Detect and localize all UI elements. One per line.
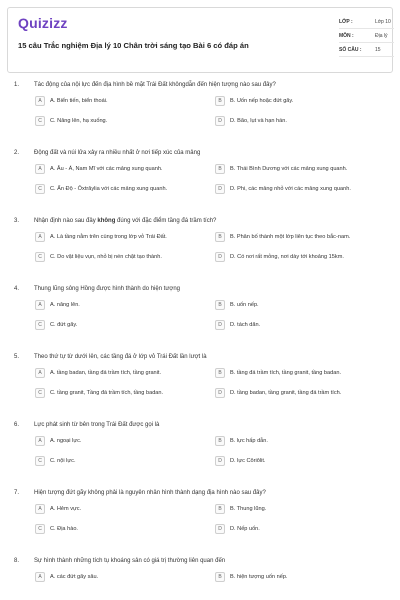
question-text: Tác động của nội lực đến địa hình bề mặt Trái Đất khôngdẫn đến hiện tượng nào sau đây?: [34, 82, 276, 88]
option-text: A. Hẻm vực.: [50, 506, 82, 512]
option-letter: B: [215, 232, 225, 242]
option-letter: C: [35, 184, 45, 194]
option-letter: C: [35, 388, 45, 398]
meta-value: 15: [375, 46, 381, 53]
option-text: A. nâng lên.: [50, 302, 80, 308]
option-text: D. Có nơi rất mỏng, nơi dày tới khoảng 15km.: [230, 254, 344, 260]
question-number: 1.: [14, 82, 20, 88]
option-letter: C: [35, 320, 45, 330]
option-b[interactable]: [214, 366, 380, 380]
option-a[interactable]: [34, 230, 200, 244]
question-text: Lực phát sinh từ bên trong Trái Đất được gọi là: [34, 422, 160, 428]
option-letter: B: [215, 300, 225, 310]
option-c[interactable]: [34, 318, 200, 332]
option-text: D. tầng badan, tầng granit, tầng đá trầm tích.: [230, 390, 342, 396]
option-text: C. đứt gãy.: [50, 322, 78, 328]
option-letter: C: [35, 252, 45, 262]
option-c[interactable]: [34, 182, 200, 196]
option-c[interactable]: [34, 250, 200, 264]
option-text: C. nội lực.: [50, 458, 76, 464]
option-text: A. Âu - Á, Nam Mĩ với các mảng xung quanh.: [50, 166, 163, 172]
meta-label: SỐ CÂU :: [339, 46, 362, 53]
option-b[interactable]: [214, 162, 380, 176]
question-number: 5.: [14, 354, 20, 360]
option-text: C. Ấn Độ - Ôxtrâylia với các mảng xung quanh.: [50, 186, 168, 192]
question-number: 4.: [14, 286, 20, 292]
question-number: 3.: [14, 218, 20, 224]
option-text: B. Thung lũng.: [230, 506, 267, 512]
option-b[interactable]: [214, 230, 380, 244]
worksheet-header: [7, 7, 393, 73]
option-letter: A: [35, 232, 45, 242]
option-text: B. tầng đá trầm tích, tầng granit, tầng badan.: [230, 370, 342, 376]
option-b[interactable]: [214, 434, 380, 448]
option-a[interactable]: [34, 502, 200, 516]
question-text: Hiện tượng đứt gãy không phải là nguyên nhân hình thành dạng địa hình nào sau đây?: [34, 490, 266, 496]
option-text: D. Phi, các mảng nhỏ với các mảng xung quanh.: [230, 186, 351, 192]
option-c[interactable]: [34, 114, 200, 128]
option-d[interactable]: [214, 386, 380, 400]
option-d[interactable]: [214, 182, 380, 196]
option-text: D. Nếp uốn.: [230, 526, 260, 532]
question-number: 7.: [14, 490, 20, 496]
option-letter: D: [215, 524, 225, 534]
question-text-part: Nhận định nào sau đây: [34, 218, 98, 224]
meta-panel: [339, 15, 394, 57]
page-title: 15 câu Trắc nghiệm Địa lý 10 Chân trời sáng tạo Bài 6 có đáp án: [18, 41, 249, 50]
option-letter: D: [215, 320, 225, 330]
option-text: C. Nâng lên, hạ xuống.: [50, 118, 108, 124]
option-d[interactable]: [214, 318, 380, 332]
option-letter: B: [215, 96, 225, 106]
option-text: A. Biển tiến, biển thoái.: [50, 98, 108, 104]
question-text: Sự hình thành những tích tụ khoáng sản có giá trị thường liên quan đến: [34, 558, 226, 564]
question-text: [34, 218, 384, 224]
option-text: A. ngoại lực.: [50, 438, 82, 444]
option-letter: A: [35, 504, 45, 514]
option-text: A. Là tầng nằm trên cùng trong lớp vỏ Trái Đất.: [50, 234, 167, 240]
question-number: 6.: [14, 422, 20, 428]
option-b[interactable]: [214, 298, 380, 312]
option-letter: A: [35, 96, 45, 106]
option-a[interactable]: [34, 434, 200, 448]
option-text: B. uốn nếp.: [230, 302, 259, 308]
meta-row-class: [339, 15, 394, 29]
meta-label: LỚP :: [339, 18, 353, 25]
option-letter: B: [215, 436, 225, 446]
option-a[interactable]: [34, 94, 200, 108]
question-number: 8.: [14, 558, 20, 564]
option-d[interactable]: [214, 522, 380, 536]
option-letter: C: [35, 524, 45, 534]
question-text-emphasis: không: [97, 218, 116, 224]
option-c[interactable]: [34, 386, 200, 400]
meta-label: MÔN :: [339, 32, 354, 39]
option-text: B. lực hấp dẫn.: [230, 438, 268, 444]
option-d[interactable]: [214, 454, 380, 468]
option-b[interactable]: [214, 94, 380, 108]
question-text: Theo thứ tự từ dưới lên, các tầng đá ở lớp vỏ Trái Đất lần lượt là: [34, 354, 207, 360]
option-text: D. lực Côriôlit.: [230, 458, 266, 464]
option-letter: D: [215, 116, 225, 126]
option-letter: A: [35, 436, 45, 446]
option-letter: A: [35, 300, 45, 310]
option-letter: D: [215, 184, 225, 194]
option-letter: B: [215, 572, 225, 582]
option-letter: A: [35, 572, 45, 582]
option-letter: C: [35, 116, 45, 126]
option-letter: B: [215, 368, 225, 378]
option-b[interactable]: [214, 502, 380, 516]
question-text: Thung lũng sông Hồng được hình thành do hiện tượng: [34, 286, 181, 292]
option-text: D. Bão, lụt và hạn hán.: [230, 118, 287, 124]
quizizz-logo: Quizizz: [18, 15, 68, 31]
question-text: Động đất và núi lửa xảy ra nhiều nhất ở nơi tiếp xúc của mảng: [34, 150, 201, 156]
meta-value: Lớp 10: [375, 18, 391, 25]
option-letter: B: [215, 504, 225, 514]
option-letter: A: [35, 368, 45, 378]
option-text: B. Uốn nếp hoặc đứt gãy.: [230, 98, 294, 104]
option-d[interactable]: [214, 114, 380, 128]
option-text: C. Do vật liệu vụn, nhỏ bị nén chặt tạo thành.: [50, 254, 162, 260]
option-b[interactable]: [214, 570, 380, 584]
option-text: C. Địa hào.: [50, 526, 78, 532]
option-d[interactable]: [214, 250, 380, 264]
question-text-part: đúng với đặc điểm tầng đá trầm tích?: [115, 218, 217, 224]
option-letter: D: [215, 456, 225, 466]
question-number: 2.: [14, 150, 20, 156]
option-text: B. hiện tượng uốn nếp.: [230, 574, 288, 580]
option-text: B. Thái Bình Dương với các mảng xung quanh.: [230, 166, 348, 172]
option-letter: C: [35, 456, 45, 466]
option-a[interactable]: [34, 570, 200, 584]
option-a[interactable]: [34, 162, 200, 176]
option-a[interactable]: [34, 366, 200, 380]
option-text: D. tách dãn.: [230, 322, 261, 328]
meta-value: Địa lý: [375, 32, 388, 39]
option-letter: D: [215, 388, 225, 398]
option-letter: A: [35, 164, 45, 174]
option-text: C. tầng granit, Tầng đá trầm tích, tầng badan.: [50, 390, 164, 396]
option-text: B. Phân bố thành một lớp liên tục theo bắc-nam.: [230, 234, 351, 240]
option-a[interactable]: [34, 298, 200, 312]
meta-row-count: [339, 43, 394, 57]
option-c[interactable]: [34, 454, 200, 468]
option-letter: D: [215, 252, 225, 262]
meta-row-subject: [339, 29, 394, 43]
option-text: A. các đứt gãy sâu.: [50, 574, 99, 580]
option-letter: B: [215, 164, 225, 174]
option-text: A. tầng badan, tầng đá trầm tích, tầng granit.: [50, 370, 162, 376]
option-c[interactable]: [34, 522, 200, 536]
